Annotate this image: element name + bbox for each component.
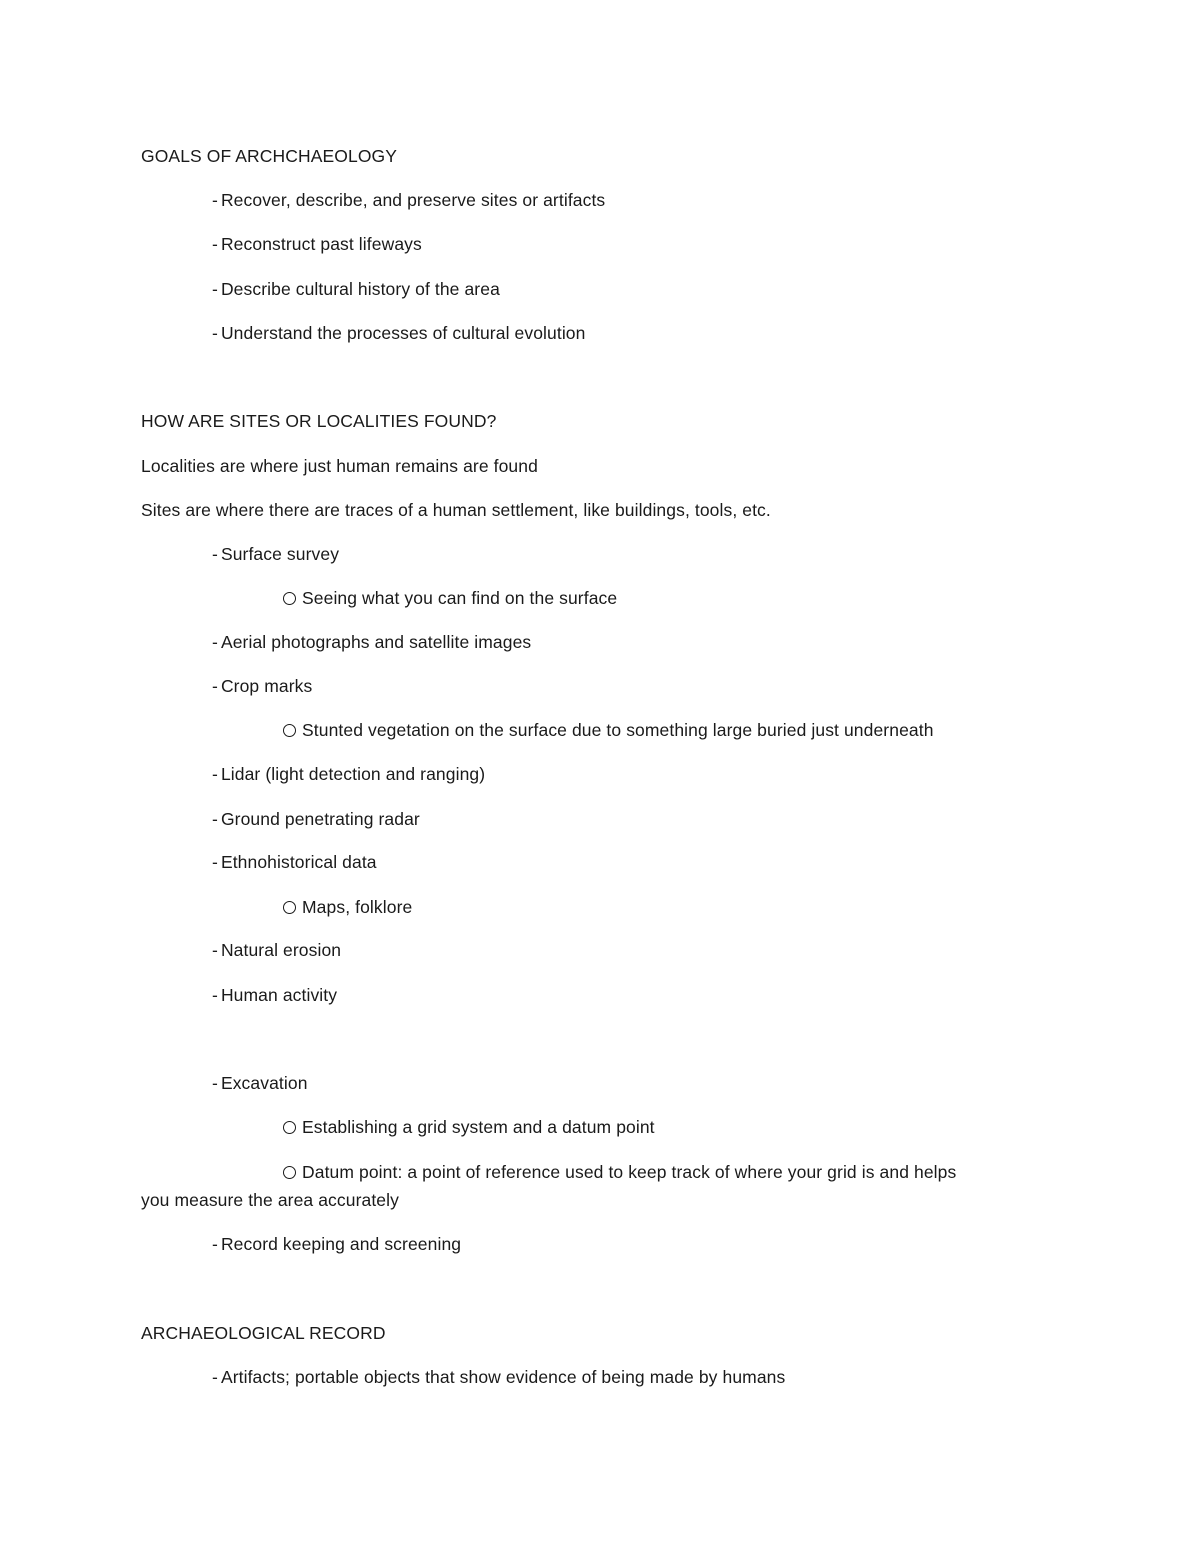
- circle-bullet-icon: [283, 1166, 296, 1179]
- list-item: [212, 1072, 308, 1094]
- sub-list-item: [283, 587, 617, 609]
- list-item-text: Ground penetrating radar: [220, 809, 420, 829]
- list-item: [212, 939, 341, 961]
- dash: -: [212, 1073, 218, 1093]
- list-item-text: Record keeping and screening: [220, 1234, 462, 1254]
- sub-list-item: [283, 896, 412, 918]
- dash: -: [212, 985, 218, 1005]
- list-item-text: Artifacts; portable objects that show evidence of being made by humans: [220, 1367, 786, 1387]
- sub-list-item-text: Datum point: a point of reference used to keep track of where your grid is and helps: [302, 1162, 957, 1182]
- paragraph: Sites are where there are traces of a human settlement, like buildings, tools, etc.: [141, 500, 771, 520]
- dash: -: [212, 279, 218, 299]
- dash: -: [212, 632, 218, 652]
- list-item-text: Lidar (light detection and ranging): [220, 764, 486, 784]
- list-item-text: Describe cultural history of the area: [220, 279, 500, 299]
- dash: -: [212, 190, 218, 210]
- list-item: [212, 808, 420, 830]
- sub-list-item-text: Establishing a grid system and a datum point: [302, 1117, 655, 1137]
- dash: -: [212, 1234, 218, 1254]
- list-item: [212, 543, 339, 565]
- list-item-text: Human activity: [220, 985, 338, 1005]
- circle-bullet-icon: [283, 901, 296, 914]
- circle-bullet-icon: [283, 592, 296, 605]
- list-item-text: Recover, describe, and preserve sites or artifacts: [220, 190, 606, 210]
- list-item-text: Natural erosion: [220, 940, 342, 960]
- list-item: [212, 675, 312, 697]
- list-item: [212, 763, 485, 785]
- list-item-text: Surface survey: [220, 544, 340, 564]
- list-item-text: Understand the processes of cultural evolution: [220, 323, 586, 343]
- list-item-text: Excavation: [220, 1073, 308, 1093]
- list-item-text: Ethnohistorical data: [220, 852, 377, 872]
- list-item: [212, 1233, 461, 1255]
- sub-list-item: [283, 1116, 655, 1138]
- list-item-text: Reconstruct past lifeways: [220, 234, 422, 254]
- list-item: [212, 631, 531, 653]
- sub-list-item-continuation: you measure the area accurately: [141, 1190, 399, 1210]
- dash: -: [212, 1367, 218, 1387]
- sub-list-item-text: Seeing what you can find on the surface: [302, 588, 618, 608]
- dash: -: [212, 323, 218, 343]
- list-item-text: Aerial photographs and satellite images: [220, 632, 532, 652]
- circle-bullet-icon: [283, 724, 296, 737]
- list-item: [212, 984, 337, 1006]
- dash: -: [212, 234, 218, 254]
- list-item: [212, 278, 500, 300]
- dash: -: [212, 809, 218, 829]
- dash: -: [212, 852, 218, 872]
- dash: -: [212, 544, 218, 564]
- section-heading-sites: HOW ARE SITES OR LOCALITIES FOUND?: [141, 411, 497, 431]
- sub-list-item-text: Maps, folklore: [302, 897, 413, 917]
- dash: -: [212, 940, 218, 960]
- list-item: [212, 851, 377, 873]
- list-item: [212, 1366, 785, 1388]
- sub-list-item: [283, 719, 934, 741]
- circle-bullet-icon: [283, 1121, 296, 1134]
- dash: -: [212, 676, 218, 696]
- dash: -: [212, 764, 218, 784]
- list-item: [212, 233, 422, 255]
- sub-list-item-text: Stunted vegetation on the surface due to something large buried just underneath: [302, 720, 934, 740]
- sub-list-item: [283, 1161, 956, 1183]
- paragraph: Localities are where just human remains are found: [141, 456, 538, 476]
- section-heading-goals: GOALS OF ARCHCHAEOLOGY: [141, 146, 398, 166]
- list-item: [212, 322, 585, 344]
- section-heading-record: ARCHAEOLOGICAL RECORD: [141, 1323, 386, 1343]
- list-item: [212, 189, 605, 211]
- list-item-text: Crop marks: [220, 676, 313, 696]
